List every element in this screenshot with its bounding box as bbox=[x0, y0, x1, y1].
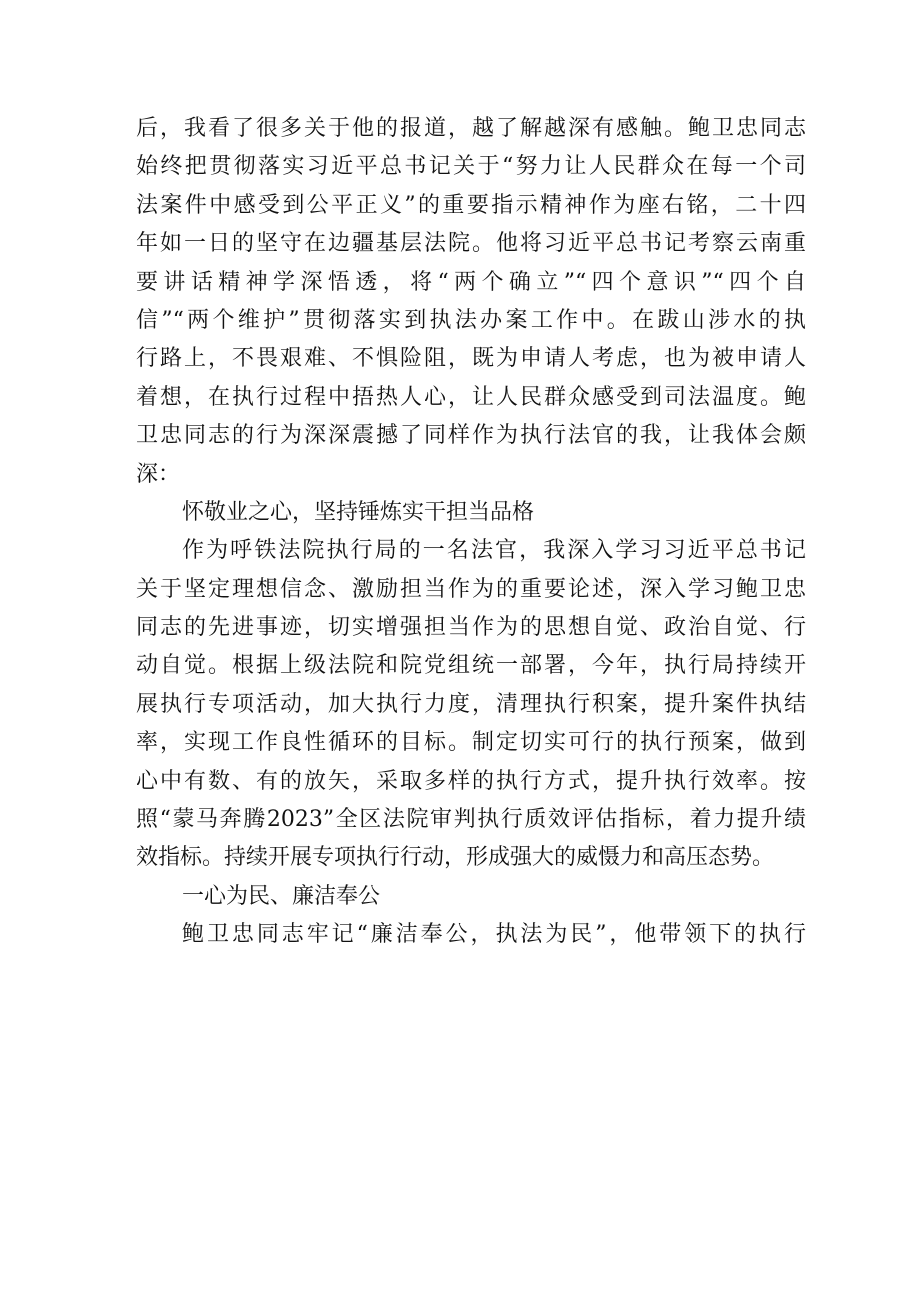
body-line: 作为呼铁法院执行局的一名法官，我深入学习习近平总书记 bbox=[182, 538, 806, 564]
body-line: 行路上，不畏艰难、不惧险阻，既为申请人考虑，也为被申请人 bbox=[136, 346, 806, 372]
body-line: 效指标。持续开展专项执行行动，形成强大的威慑力和高压态势。 bbox=[136, 845, 775, 871]
body-line: 心中有数、有的放矢，采取多样的执行方式，提升执行效率。按 bbox=[136, 768, 806, 794]
section-heading: 怀敬业之心，坚持锤炼实干担当品格 bbox=[182, 499, 535, 525]
body-line: 率，实现工作良性循环的目标。制定切实可行的执行预案，做到 bbox=[136, 730, 806, 756]
body-line: 要讲话精神学深悟透，将“两个确立”“四个意识”“四个自 bbox=[136, 269, 806, 295]
body-line: 深： bbox=[136, 461, 181, 487]
body-line: 后，我看了很多关于他的报道，越了解越深有感触。鲍卫忠同志 bbox=[136, 116, 806, 141]
body-line: 年如一日的坚守在边疆基层法院。他将习近平总书记考察云南重 bbox=[136, 231, 806, 257]
body-line: 法案件中感受到公平正义”的重要指示精神作为座右铭，二十四 bbox=[136, 192, 806, 218]
body-line: 信”“两个维护”贯彻落实到执法办案工作中。在跋山涉水的执 bbox=[136, 307, 806, 333]
body-line: 同志的先进事迹，切实增强担当作为的思想自觉、政治自觉、行 bbox=[136, 615, 806, 641]
document-body bbox=[136, 110, 806, 955]
body-line: 关于坚定理想信念、激励担当作为的重要论述，深入学习鲍卫忠 bbox=[136, 576, 806, 602]
body-line: 鲍卫忠同志牢记“廉洁奉公，执法为民”，他带领下的执行 bbox=[182, 922, 806, 948]
body-line: 照“蒙马奔腾2023”全区法院审判执行质效评估指标，着力提升绩 bbox=[136, 807, 806, 833]
body-line: 着想，在执行过程中捂热人心，让人民群众感受到司法温度。鲍 bbox=[136, 384, 806, 410]
body-line: 展执行专项活动，加大执行力度，清理执行积案，提升案件执结 bbox=[136, 691, 806, 717]
body-line: 卫忠同志的行为深深震撼了同样作为执行法官的我，让我体会颇 bbox=[136, 423, 806, 449]
body-line: 始终把贯彻落实习近平总书记关于“努力让人民群众在每一个司 bbox=[136, 154, 806, 180]
section-heading: 一心为民、廉洁奉公 bbox=[182, 883, 381, 909]
body-line: 动自觉。根据上级法院和院党组统一部署，今年，执行局持续开 bbox=[136, 653, 806, 679]
